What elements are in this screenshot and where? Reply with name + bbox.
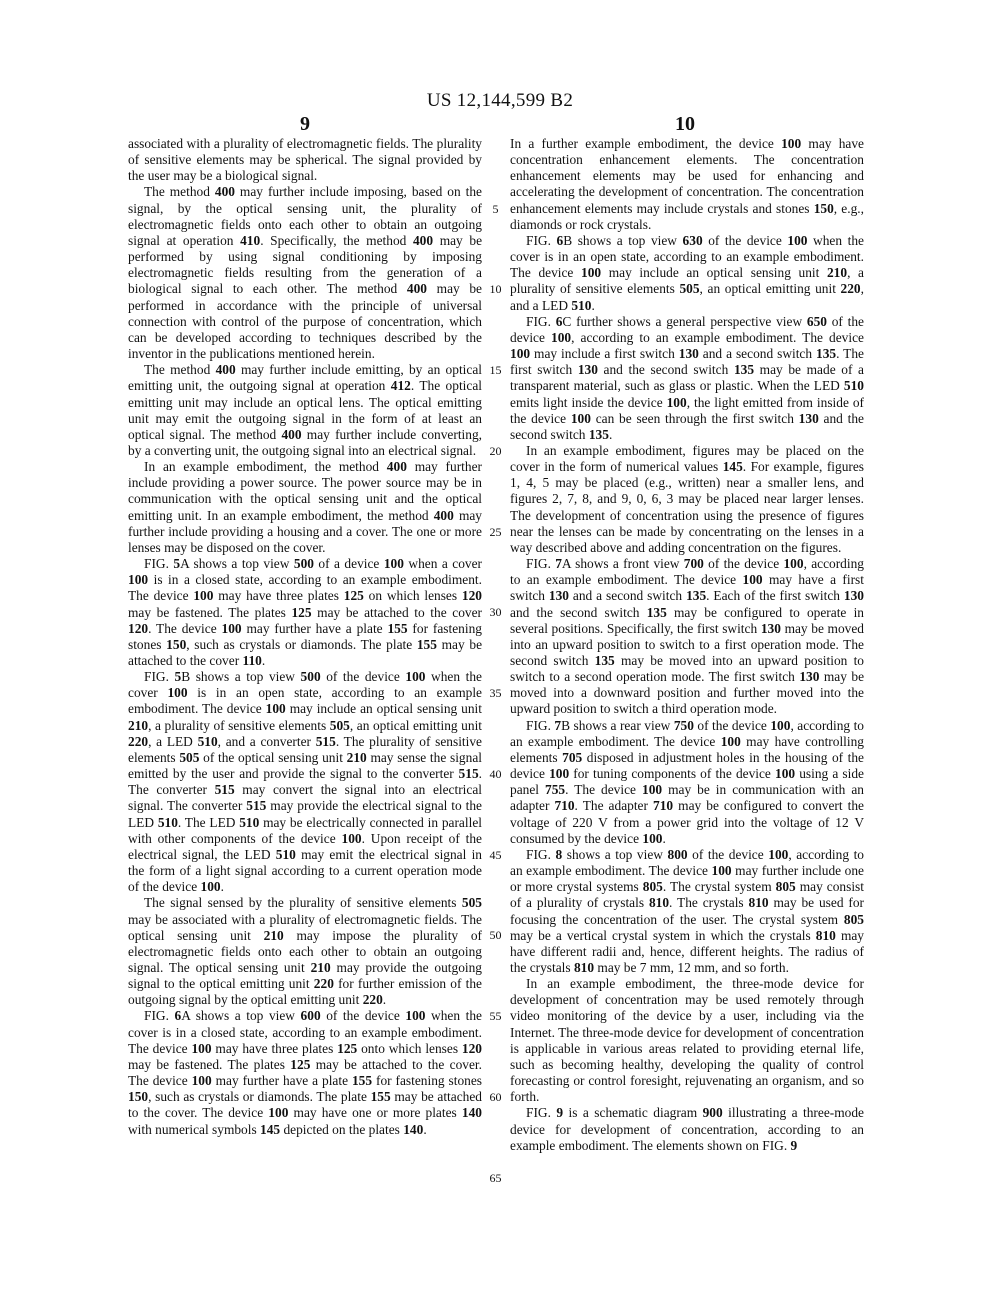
- reference-numeral: 140: [403, 1121, 424, 1137]
- reference-numeral: 515: [458, 766, 479, 782]
- reference-numeral: 150: [166, 636, 187, 652]
- reference-numeral: 400: [412, 232, 434, 248]
- reference-numeral: 130: [843, 588, 864, 604]
- reference-numeral: 755: [545, 782, 566, 798]
- right-page-number: 10: [675, 113, 695, 135]
- reference-numeral: 130: [798, 410, 819, 426]
- reference-numeral: 125: [337, 1040, 358, 1056]
- line-number: 50: [489, 928, 502, 943]
- reference-numeral: 400: [433, 507, 454, 523]
- line-number: 65: [489, 1170, 502, 1185]
- reference-numeral: 9: [556, 1105, 564, 1121]
- reference-numeral: 100: [642, 782, 663, 798]
- reference-numeral: 100: [783, 556, 804, 572]
- reference-numeral: 145: [722, 459, 743, 475]
- reference-numeral: 805: [642, 879, 663, 895]
- paragraph: FIG. 7B shows a rear view 750 of the device 100, according to an example embodiment. The device 100 may have controlling elements 705 disposed in adjustment holes in the housing of the device 100 for tuning components of the device 100 using a side panel 755. The device 100 may be in communication with an adapter 710. The adapter 710 may be configured to convert the voltage of 220 V from a power grid into the voltage of 12 V consumed by the device 100.: [510, 717, 864, 846]
- reference-numeral: 710: [554, 798, 575, 814]
- paragraph: FIG. 5B shows a top view 500 of the device 100 when the cover 100 is in an open state, according to an example embodiment. The device 100 may include an optical sensing unit 210, a plurality of sensitive elements 505, an optical emitting unit 220, a LED 510, and a converter 515. The plurality of sensitive elements 505 of the optical sensing unit 210 may sense the signal emitted by the user and provide the signal to the converter 515. The converter 515 may convert the signal into an electrical signal. The converter 515 may provide the electrical signal to the LED 510. The LED 510 may be electrically connected in parallel with other components of the device 100. Upon receipt of the electrical signal, the LED 510 may emit the electrical signal in the form of a light signal according to a current operation mode of the device 100.: [128, 669, 482, 895]
- reference-numeral: 155: [370, 1089, 391, 1105]
- reference-numeral: 210: [826, 265, 848, 281]
- reference-numeral: 150: [813, 200, 834, 216]
- reference-numeral: 505: [461, 895, 482, 911]
- reference-numeral: 130: [678, 346, 699, 362]
- reference-numeral: 100: [128, 572, 149, 588]
- reference-numeral: 400: [281, 426, 302, 442]
- reference-numeral: 100: [167, 685, 188, 701]
- reference-numeral: 120: [461, 1040, 482, 1056]
- reference-numeral: 220: [128, 733, 149, 749]
- line-number: 60: [489, 1089, 502, 1104]
- paragraph: FIG. 5A shows a top view 500 of a device 100 when a cover 100 is in a closed state, according to an example embodiment. The device 100 may have three plates 125 on which lenses 120 may be fastened. The plates 125 may be attached to the cover 120. The device 100 may further have a plate 155 for fastening stones 150, such as crystals or diamonds. The plate 155 may be attached to the cover 110.: [128, 556, 482, 668]
- reference-numeral: 220: [362, 992, 383, 1008]
- reference-numeral: 400: [406, 281, 427, 297]
- reference-numeral: 6: [174, 1008, 182, 1024]
- paragraph: associated with a plurality of electromagnetic fields. The plurality of sensitive elements may be spherical. The signal provided by the user may be a biological signal.: [128, 136, 482, 184]
- reference-numeral: 100: [341, 830, 362, 846]
- reference-numeral: 810: [573, 959, 595, 975]
- reference-numeral: 100: [268, 1105, 289, 1121]
- reference-numeral: 810: [748, 895, 769, 911]
- reference-numeral: 710: [653, 798, 674, 814]
- paragraph: FIG. 6C further shows a general perspective view 650 of the device 100, according to an example embodiment. The device 100 may include a first switch 130 and a second switch 135. The first switch 130 and the second switch 135 may be made of a transparent material, such as glass or plastic. When the LED 510 emits light inside the device 100, the light emitted from inside of the device 100 can be seen through the first switch 130 and the second switch 135.: [510, 313, 864, 442]
- reference-numeral: 100: [383, 556, 404, 572]
- reference-numeral: 120: [461, 588, 482, 604]
- reference-numeral: 630: [682, 232, 703, 248]
- reference-numeral: 9: [790, 1137, 798, 1153]
- paragraph: The method 400 may further include emitting, by an optical emitting unit, the outgoing signal at operation 412. The optical emitting unit may include an optical lens. The optical emitting unit may emit the outgoing signal in the form of at least an optical signal. The method 400 may further include converting, by a converting unit, the outgoing signal into an electrical signal.: [128, 362, 482, 458]
- reference-numeral: 500: [300, 669, 321, 685]
- reference-numeral: 130: [799, 669, 820, 685]
- reference-numeral: 400: [215, 362, 236, 378]
- reference-numeral: 100: [666, 394, 687, 410]
- reference-numeral: 505: [679, 281, 700, 297]
- reference-numeral: 100: [781, 136, 802, 151]
- reference-numeral: 100: [191, 1073, 212, 1089]
- reference-numeral: 6: [555, 313, 563, 329]
- reference-numeral: 505: [329, 717, 350, 733]
- left-page-number: 9: [300, 113, 310, 135]
- reference-numeral: 125: [343, 588, 364, 604]
- reference-numeral: 600: [300, 1008, 321, 1024]
- reference-numeral: 135: [588, 426, 609, 442]
- reference-numeral: 100: [191, 1040, 212, 1056]
- line-number: 20: [489, 443, 502, 458]
- reference-numeral: 100: [549, 766, 570, 782]
- left-column: [128, 136, 482, 1246]
- reference-numeral: 500: [293, 556, 314, 572]
- reference-numeral: 155: [351, 1073, 373, 1089]
- line-number: 35: [489, 686, 502, 701]
- reference-numeral: 110: [242, 653, 262, 668]
- reference-numeral: 135: [594, 653, 615, 668]
- reference-numeral: 510: [571, 297, 592, 313]
- reference-numeral: 410: [240, 232, 261, 248]
- reference-numeral: 100: [193, 588, 214, 604]
- line-number: 25: [489, 524, 502, 539]
- reference-numeral: 155: [387, 620, 408, 636]
- paragraph: FIG. 7A shows a front view 700 of the device 100, according to an example embodiment. The device 100 may have a first switch 130 and a second switch 135. Each of the first switch 130 and the second switch 135 may be configured to operate in several positions. Specifically, the first switch 130 may be moved into an upward position to switch to a first operation mode. The second switch 135 may be moved into an upward position to switch to a second operation mode. The first switch 130 may be moved into a downward position and further moved into the upward position to switch a third operation mode.: [510, 556, 864, 717]
- reference-numeral: 412: [390, 378, 411, 394]
- reference-numeral: 135: [816, 346, 837, 362]
- reference-numeral: 210: [128, 717, 149, 733]
- reference-numeral: 100: [570, 410, 591, 426]
- line-number: 55: [489, 1009, 502, 1024]
- reference-numeral: 6: [556, 232, 564, 248]
- reference-numeral: 100: [642, 830, 663, 846]
- paragraph: In an example embodiment, figures may be placed on the cover in the form of numerical values 145. For example, figures 1, 4, 5 may be placed (e.g., written) near a smaller lens, and figures 2, 7, 8, and 9, 0, 6, 3 may be placed near larger lenses. The development of concentration using the presence of figures near the lenses can be made by concentrating on the lenses in a way described above and adding concentration on the figures.: [510, 442, 864, 555]
- reference-numeral: 145: [260, 1121, 281, 1137]
- reference-numeral: 510: [843, 378, 864, 394]
- reference-numeral: 400: [386, 459, 407, 475]
- paragraph: In an example embodiment, the three-mode device for development of concentration may be used remotely through video monitoring of the device by a user, including via the Internet. The three-mode device for development of concentration is applicable in various areas related to providing eternal life, such as becoming healthy, developing the quality of control forecasting or control foresight, rejuvenating an organism, and so forth.: [510, 976, 864, 1105]
- reference-numeral: 100: [405, 669, 426, 685]
- reference-numeral: 515: [214, 782, 235, 798]
- reference-numeral: 120: [128, 620, 149, 636]
- reference-numeral: 150: [128, 1089, 149, 1105]
- reference-numeral: 505: [179, 749, 200, 765]
- reference-numeral: 100: [711, 863, 732, 879]
- reference-numeral: 100: [551, 329, 572, 345]
- paragraph: FIG. 8 shows a top view 800 of the device 100, according to an example embodiment. The device 100 may further include one or more crystal systems 805. The crystal system 805 may consist of a plurality of crystals 810. The crystals 810 may be used for focusing the concentration of the user. The crystal system 805 may be a vertical crystal system in which the crystals 810 may have different radii and, hence, different heights. The radius of the crystals 810 may be 7 mm, 12 mm, and so forth.: [510, 846, 864, 975]
- reference-numeral: 210: [346, 749, 367, 765]
- paragraph: The method 400 may further include imposing, based on the signal, by the optical sensing unit, the plurality of electromagnetic fields onto each other to obtain an outgoing signal at operation 410. Specifically, the method 400 may be performed by using signal conditioning by imposing electromagnetic fields resulting from the generation of a biological signal to each other. The method 400 may be performed in accordance with the principle of universal connection with control of the purpose of concentration, which can be developed according to techniques described by the inventor in the publications mentioned herein.: [128, 184, 482, 362]
- paragraph: The signal sensed by the plurality of sensitive elements 505 may be associated with a plurality of electromagnetic fields. The optical sensing unit 210 may impose the plurality of electromagnetic fields onto each other to obtain an outgoing signal. The optical sensing unit 210 may provide the outgoing signal to the optical emitting unit 220 for further emission of the outgoing signal by the optical emitting unit 220.: [128, 895, 482, 1008]
- reference-numeral: 650: [806, 313, 827, 329]
- reference-numeral: 155: [416, 636, 437, 652]
- line-number: 5: [492, 201, 499, 216]
- reference-numeral: 100: [510, 346, 531, 362]
- paragraph: FIG. 6A shows a top view 600 of the device 100 when the cover is in a closed state, according to an example embodiment. The device 100 may have three plates 125 onto which lenses 120 may be fastened. The plates 125 may be attached to the cover. The device 100 may further have a plate 155 for fastening stones 150, such as crystals or diamonds. The plate 155 may be attached to the cover. The device 100 may have one or more plates 140 with numerical symbols 145 depicted on the plates 140.: [128, 1008, 482, 1137]
- reference-numeral: 510: [197, 733, 218, 749]
- reference-numeral: 400: [214, 184, 235, 200]
- reference-numeral: 100: [770, 717, 791, 733]
- reference-numeral: 100: [720, 733, 741, 749]
- reference-numeral: 805: [775, 879, 796, 895]
- reference-numeral: 700: [683, 556, 704, 572]
- reference-numeral: 8: [555, 846, 563, 862]
- line-number: 10: [489, 282, 502, 297]
- reference-numeral: 220: [840, 281, 861, 297]
- paragraph: In an example embodiment, the method 400 may further include providing a power source. The power source may be in communication with the optical sensing unit and the optical emitting unit. In an example embodiment, the method 400 may further include providing a housing and a cover. The one or more lenses may be disposed on the cover.: [128, 459, 482, 555]
- line-number: 15: [489, 363, 502, 378]
- reference-numeral: 130: [548, 588, 569, 604]
- reference-numeral: 140: [461, 1105, 482, 1121]
- reference-numeral: 210: [310, 959, 331, 975]
- paragraph: In a further example embodiment, the device 100 may have concentration enhancement elements. The concentration enhancement elements may be used for enhancing and accelerating the development of concentration. The concentration enhancement elements may include crystals and stones 150, e.g., diamonds or rock crystals.: [510, 136, 864, 232]
- reference-numeral: 7: [555, 556, 562, 572]
- right-column: [510, 136, 864, 1246]
- reference-numeral: 100: [768, 846, 789, 862]
- patent-number: US 12,144,599 B2: [426, 90, 574, 111]
- paragraph: FIG. 9 is a schematic diagram 900 illustrating a three-mode device for development of concentration, according to an example embodiment. The elements shown on FIG. 9: [510, 1105, 864, 1153]
- reference-numeral: 705: [562, 749, 583, 765]
- reference-numeral: 100: [742, 572, 763, 588]
- reference-numeral: 130: [577, 362, 598, 378]
- reference-numeral: 135: [646, 604, 667, 620]
- reference-numeral: 5: [174, 669, 182, 685]
- reference-numeral: 805: [843, 911, 864, 927]
- reference-numeral: 100: [405, 1008, 426, 1024]
- reference-numeral: 515: [315, 733, 336, 749]
- reference-numeral: 100: [787, 232, 808, 248]
- reference-numeral: 125: [291, 604, 312, 620]
- reference-numeral: 100: [221, 620, 242, 636]
- reference-numeral: 125: [290, 1056, 311, 1072]
- reference-numeral: 810: [648, 895, 670, 911]
- reference-numeral: 210: [263, 927, 284, 943]
- reference-numeral: 100: [265, 701, 286, 717]
- reference-numeral: 135: [733, 362, 755, 378]
- reference-numeral: 130: [760, 620, 781, 636]
- reference-numeral: 100: [200, 879, 221, 895]
- reference-numeral: 510: [157, 814, 178, 830]
- reference-numeral: 510: [275, 846, 296, 862]
- reference-numeral: 800: [667, 846, 688, 862]
- reference-numeral: 7: [554, 717, 562, 733]
- reference-numeral: 750: [673, 717, 694, 733]
- paragraph: FIG. 6B shows a top view 630 of the device 100 when the cover is in an open state, according to an example embodiment. The device 100 may include an optical sensing unit 210, a plurality of sensitive elements 505, an optical emitting unit 220, and a LED 510.: [510, 232, 864, 313]
- reference-numeral: 810: [815, 927, 836, 943]
- reference-numeral: 510: [239, 814, 260, 830]
- reference-numeral: 135: [686, 588, 707, 604]
- reference-numeral: 5: [173, 556, 181, 572]
- line-number: 45: [489, 847, 502, 862]
- reference-numeral: 100: [581, 265, 602, 281]
- line-number: 40: [489, 766, 502, 781]
- line-number: 30: [489, 605, 502, 620]
- reference-numeral: 220: [313, 976, 334, 992]
- reference-numeral: 900: [702, 1105, 723, 1121]
- reference-numeral: 515: [246, 798, 267, 814]
- reference-numeral: 100: [775, 766, 796, 782]
